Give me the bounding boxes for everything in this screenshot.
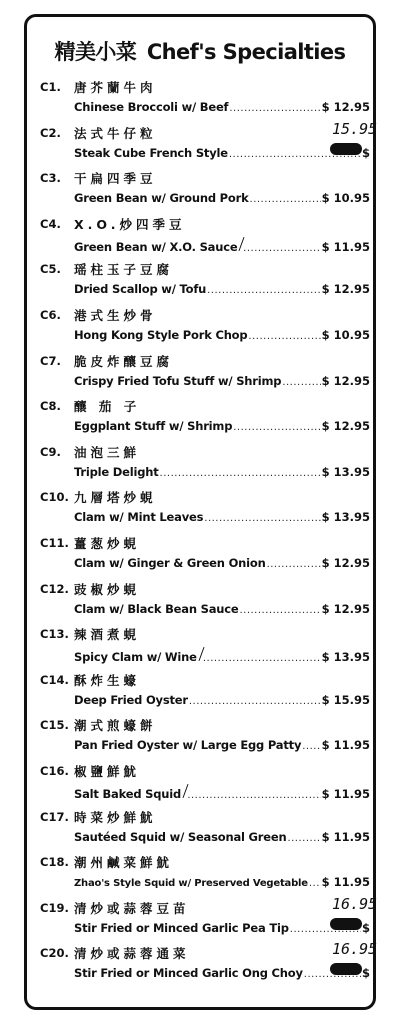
item-code: C15. [40,718,69,733]
item-price: $ 12.95 [321,419,370,434]
menu-title-chinese: 精美小菜 [54,40,137,64]
item-english-name: Pan Fried Oyster w/ Large Egg Patty [74,738,302,753]
item-english-name: Triple Delight [74,464,159,479]
item-price: $ 11.95 [321,239,370,254]
item-english-name: Deep Fried Oyster [74,692,188,707]
handwritten-price: 16.95 [332,894,378,913]
item-price: $ 12.95 [321,601,370,616]
item-price: $ 10.95 [321,191,370,206]
item-chinese-name: 瑶柱玉子豆腐 [74,262,174,278]
item-code: C8. [40,399,61,414]
item-line [74,784,370,801]
item-line [74,966,370,980]
item-english-name: Salt Baked Squid [74,787,182,801]
item-price: $ 12.95 [321,556,370,570]
item-english-name: Hong Kong Style Pork Chop [74,328,248,342]
menu-item [40,397,370,441]
item-line [74,146,370,160]
item-price: $ 13.95 [321,650,370,665]
item-chinese-name: 釀 茄 子 [74,399,141,415]
item-english-name: Zhao's Style Squid w/ Preserved Vegetable [74,878,308,890]
item-code: C5. [40,262,61,277]
menu-item [40,580,370,624]
item-code: C9. [40,444,61,459]
menu-item [40,534,370,578]
item-chinese-name: 干扁四季豆 [74,171,157,187]
item-code: C19. [40,900,69,915]
item-code: C12. [40,581,69,596]
menu-item [40,169,370,213]
item-line [74,647,370,664]
item-line [74,237,370,254]
dot-leader [204,513,320,524]
menu-item [40,671,370,715]
item-chinese-name: 港式生炒骨 [74,308,157,323]
menu-item [40,78,370,122]
item-price: $ 11.95 [321,829,370,844]
item-chinese-name: 酥炸生蠔 [74,672,141,688]
item-price: $ 11.95 [321,875,370,890]
item-chinese-name: 清炒或蒜蓉通菜 [74,946,190,962]
menu-item [40,443,370,487]
item-chinese-name: 時菜炒鮮魷 [74,809,157,825]
item-price: $ 12.95 [321,373,370,388]
dot-leader [203,653,321,664]
item-chinese-name: 油泡三鮮 [74,444,141,460]
menu-item [40,215,370,259]
item-line [74,191,370,205]
item-english-name: Crispy Fried Tofu Stuff w/ Shrimp [74,373,282,388]
item-line [74,328,370,342]
item-price: $ [361,145,370,160]
dot-leader [243,243,320,254]
item-code: C1. [40,80,61,94]
item-line [74,830,370,844]
item-price: $ [361,920,370,935]
item-code: C11. [40,536,69,550]
item-chinese-name: 薑葱炒蜆 [74,536,141,551]
item-chinese-name: 潮州鹹菜鮮魷 [74,855,174,871]
price-scribble [330,143,362,155]
dot-leader [239,605,320,616]
menu-item [40,260,370,304]
menu-title [24,36,376,66]
menu-item [40,853,370,897]
item-code: C14. [40,672,69,687]
item-price: $ 10.95 [321,328,370,342]
item-line [74,875,370,889]
item-line [74,556,370,570]
item-price: $ 12.95 [321,100,370,114]
menu-item [40,894,378,943]
dot-leader [229,103,320,114]
item-line [74,465,370,479]
item-code: C16. [40,764,69,778]
item-chinese-name: 潮式煎蠔餅 [74,718,157,734]
item-price: $ 11.95 [321,787,370,801]
item-chinese-name: 九層塔炒蜆 [74,490,157,506]
menu-item [40,808,370,852]
item-price: $ 12.95 [321,282,370,297]
item-chinese-name: X.O.炒四季豆 [74,216,186,232]
item-english-name: Clam w/ Black Bean Sauce [74,601,239,616]
item-chinese-name: 唐芥蘭牛肉 [74,80,157,95]
handwritten-price: 15.95 [332,119,378,138]
item-line [74,100,370,114]
item-line [74,419,370,433]
menu-item [40,762,370,806]
item-english-name: Clam w/ Mint Leaves [74,510,204,525]
item-price: $ 15.95 [321,692,370,707]
item-code: C3. [40,171,61,186]
item-chinese-name: 辣酒煮蜆 [74,627,141,643]
dot-leader [309,878,321,889]
item-code: C6. [40,308,61,322]
item-english-name: Dried Scallop w/ Tofu [74,282,207,297]
dot-leader [207,285,320,296]
item-price: $ 11.95 [321,738,370,753]
price-scribble [330,918,362,930]
item-chinese-name: 脆皮炸釀豆腐 [74,353,174,369]
menu-item [40,119,378,168]
item-english-name: Sautéed Squid w/ Seasonal Green [74,829,287,844]
menu-item [40,306,370,350]
item-line [74,602,370,616]
item-chinese-name: 清炒或蒜蓉豆苗 [74,900,190,916]
item-code: C10. [40,490,69,505]
dot-leader [302,741,320,752]
item-code: C20. [40,946,69,961]
item-code: C13. [40,627,69,642]
item-english-name: Green Bean w/ Ground Pork [74,191,249,206]
item-line [74,510,370,524]
item-code: C7. [40,353,61,368]
item-price: $ 13.95 [321,464,370,479]
item-line [74,738,370,752]
dot-leader [282,377,320,388]
item-english-name: Spicy Clam w/ Wine [74,650,197,665]
item-code: C17. [40,809,69,824]
item-english-name: Chinese Broccoli w/ Beef [74,100,229,114]
dot-leader [233,422,320,433]
item-english-name: Clam w/ Ginger & Green Onion [74,556,266,570]
item-line [74,693,370,707]
menu-item [40,488,370,532]
dot-leader [189,696,321,707]
item-chinese-name: 豉椒炒蜆 [74,581,141,597]
item-english-name: Steak Cube French Style [74,145,228,160]
dot-leader [250,194,321,205]
item-price: $ [361,966,370,981]
item-line [74,374,370,388]
dot-leader [248,331,320,342]
item-line [74,921,370,935]
menu-item [40,625,370,669]
dot-leader [187,790,320,801]
dot-leader [160,468,321,479]
menu-item [40,352,370,396]
item-english-name: Eggplant Stuff w/ Shrimp [74,419,233,434]
menu-item [40,940,378,988]
item-english-name: Green Bean w/ X.O. Sauce [74,239,238,254]
item-code: C18. [40,855,69,870]
item-code: C2. [40,125,61,140]
dot-leader [287,833,320,844]
dot-leader [267,559,321,570]
menu-title-english: Chef's Specialties [146,40,346,64]
item-chinese-name: 椒鹽鮮魷 [74,764,141,779]
item-english-name: Stir Fried or Minced Garlic Ong Choy [74,966,303,981]
item-line [74,282,370,296]
item-code: C4. [40,216,61,231]
item-chinese-name: 法式牛仔粒 [74,125,157,141]
item-english-name: Stir Fried or Minced Garlic Pea Tip [74,920,289,935]
price-scribble [330,963,362,975]
menu-item [40,716,370,760]
item-price: $ 13.95 [321,510,370,525]
handwritten-price: 16.95 [332,940,378,959]
